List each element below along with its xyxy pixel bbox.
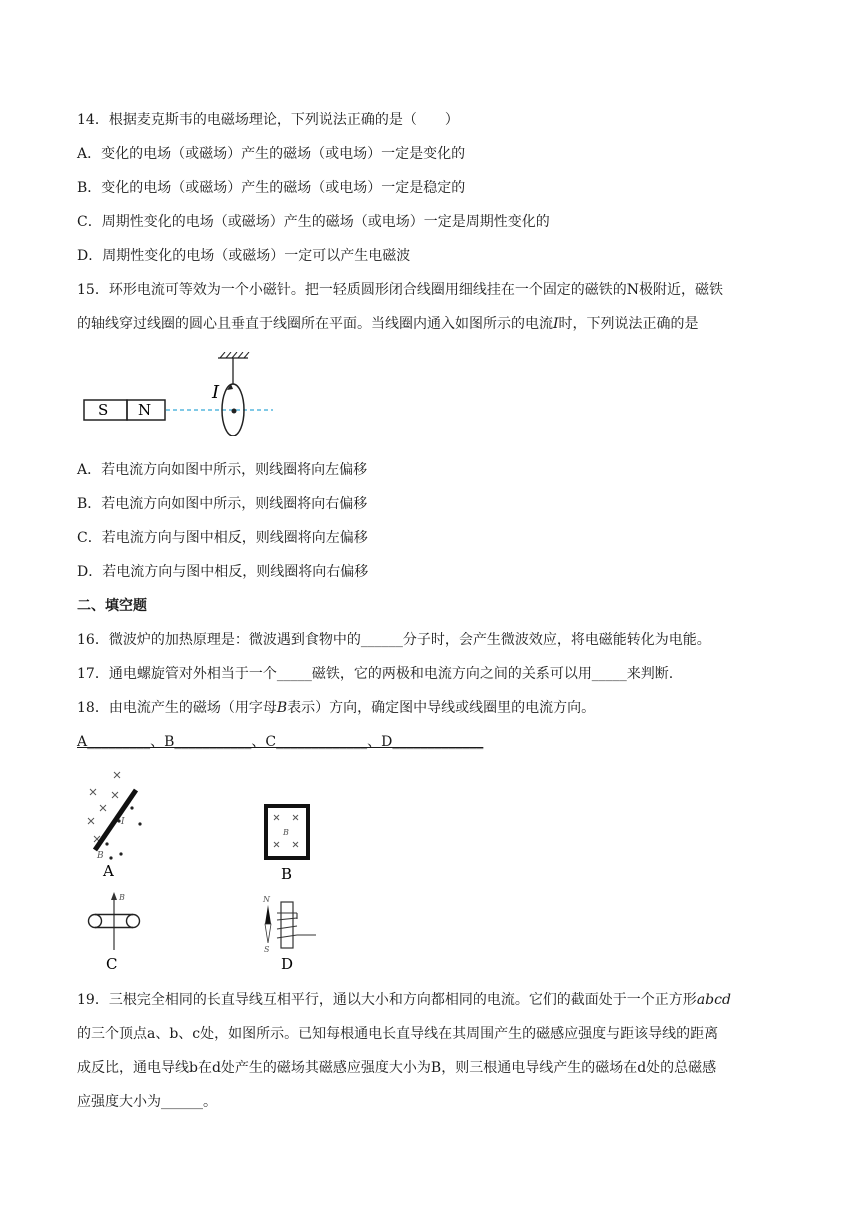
figure-d-compass-north xyxy=(265,905,271,924)
figure-c-label: C xyxy=(106,955,118,973)
figure-a-field-label: B xyxy=(97,851,104,861)
magnet-n-label: N xyxy=(138,401,152,419)
q15-stem-line2-b: 时，下列说法正确的是 xyxy=(558,316,699,332)
figure-c xyxy=(89,892,140,973)
q19-line3: 成反比，通电导线b在d处产生的磁场其磁感应强度大小为B，则三根通电导线产生的磁场在d处的总磁感 xyxy=(77,1060,717,1076)
ceiling-hatch xyxy=(220,352,249,358)
figure-d-solenoid xyxy=(281,902,293,948)
q19-square-var: abcd xyxy=(696,992,731,1008)
q15-stem-line2-a: 的轴线穿过线圈的圆心且垂直于线圈所在平面。当线圈内通入如图所示的电流 xyxy=(77,316,553,332)
current-label: I xyxy=(212,382,220,403)
figure-a-label: A xyxy=(103,862,114,880)
figure-b-label: B xyxy=(281,865,293,883)
figure-d-compass-south xyxy=(265,924,271,943)
q15-stem-line1: 15．环形电流可等效为一个小磁针。把一轻质圆形闭合线圈用细线挂在一个固定的磁铁的N极附近，磁铁 xyxy=(77,282,724,298)
q15-option-d: D．若电流方向与图中相反，则线圈将向右偏移 xyxy=(77,564,369,580)
q18-field-var: B xyxy=(276,700,288,716)
figure-c-arrowhead xyxy=(111,892,117,900)
q18-answer-blanks: A_________、B___________、C_____________、D_____________ xyxy=(77,734,484,750)
q15-option-c: C．若电流方向与图中相反，则线圈将向左偏移 xyxy=(77,530,368,546)
figure-b xyxy=(266,806,308,883)
figure-d xyxy=(262,895,316,973)
q14-stem: 14．根据麦克斯韦的电磁场理论，下列说法正确的是（ ） xyxy=(77,112,459,128)
figure-c-right-coil xyxy=(127,915,140,928)
q19-line2: 的三个顶点a、b、c处，如图所示。已知每根通电长直导线在其周围产生的磁感应强度与距该导线的距离 xyxy=(77,1026,719,1042)
q16-text: 16．微波炉的加热原理是：微波遇到食物中的______分子时，会产生微波效应，将电磁能转化为电能。 xyxy=(77,632,711,648)
figure-a xyxy=(88,772,142,880)
q14-option-d: D．周期性变化的电场（或磁场）一定可以产生电磁波 xyxy=(77,248,411,264)
figure-c-field-label: B xyxy=(119,893,125,902)
figure-a-crosses xyxy=(88,772,120,842)
q14-option-a: A．变化的电场（或磁场）产生的磁场（或电场）一定是变化的 xyxy=(77,146,466,162)
q18-stem-b: 表示）方向，确定图中导线或线圈里的电流方向。 xyxy=(287,700,596,716)
figure-a-dots xyxy=(105,806,141,859)
q15-stem-line2 xyxy=(77,314,699,334)
magnet-s-label: S xyxy=(98,401,109,419)
q19-line1 xyxy=(77,990,731,1010)
section-title: 二、填空题 xyxy=(77,598,147,614)
q14-option-b: B．变化的电场（或磁场）产生的磁场（或电场）一定是稳定的 xyxy=(77,180,466,196)
q15-option-b: B．若电流方向如图中所示，则线圈将向右偏移 xyxy=(77,496,368,512)
figure-a-current-label: I xyxy=(121,817,125,827)
q18-figures xyxy=(78,768,338,976)
figure-d-south-label: S xyxy=(264,945,270,954)
coil-center-dot xyxy=(232,409,237,414)
q18-stem xyxy=(77,698,595,718)
q17-text: 17．通电螺旋管对外相当于一个_____磁铁，它的两极和电流方向之间的关系可以用_____来判断. xyxy=(77,666,674,682)
q14-option-c: C．周期性变化的电场（或磁场）产生的磁场（或电场）一定是周期性变化的 xyxy=(77,214,550,230)
figure-d-label: D xyxy=(281,955,294,973)
figure-c-left-coil xyxy=(89,915,102,928)
q15-option-a: A．若电流方向如图中所示，则线圈将向左偏移 xyxy=(77,462,368,478)
q18-stem-a: 18．由电流产生的磁场（用字母 xyxy=(77,700,277,716)
figure-d-windings xyxy=(277,913,316,938)
figure-b-field-label: B xyxy=(283,828,289,837)
q15-figure xyxy=(78,352,278,436)
figure-a-wire xyxy=(95,790,136,850)
q19-line4: 应强度大小为______。 xyxy=(77,1094,217,1110)
figure-d-north-label: N xyxy=(263,895,270,904)
q19-line1-text: 19．三根完全相同的长直导线互相平行，通以大小和方向都相同的电流。它们的截面处于一个正方形 xyxy=(77,992,697,1008)
q15-current-var: I xyxy=(553,316,559,332)
